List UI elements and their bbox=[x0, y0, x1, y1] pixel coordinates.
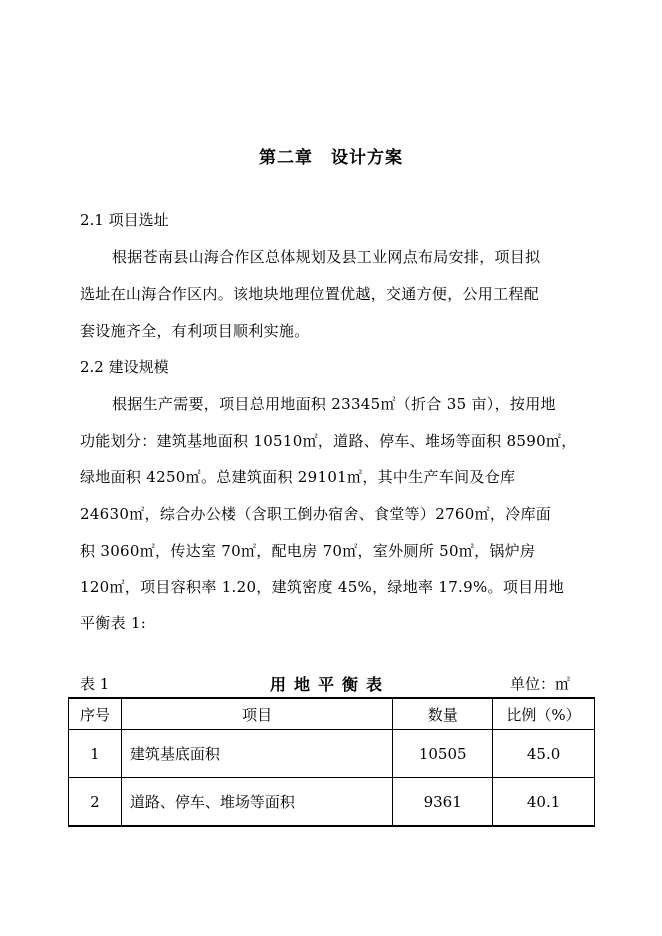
paragraph-line: 选址在山海合作区内。该地块地理位置优越，交通方便，公用工程配 bbox=[80, 285, 540, 303]
cell-ratio: 40.1 bbox=[493, 778, 595, 827]
table-title: 用地平衡表 bbox=[269, 675, 390, 694]
header-cell-ratio: 比例（%） bbox=[493, 698, 595, 730]
table-row bbox=[69, 730, 595, 778]
table-label: 表 1 bbox=[80, 675, 110, 693]
cell-quantity: 10505 bbox=[393, 730, 493, 778]
cell-quantity: 9361 bbox=[393, 778, 493, 827]
header-cell-item: 项目 bbox=[121, 698, 392, 730]
paragraph-line: 功能划分：建筑基地面积 10510㎡，道路、停车、堆场等面积 8590㎡， bbox=[80, 432, 577, 450]
paragraph-line: 套设施齐全，有利项目顺利实施。 bbox=[80, 322, 310, 340]
paragraph-line: 绿地面积 4250㎡。总建筑面积 29101㎡，其中生产车间及仓库 bbox=[80, 468, 516, 486]
header-cell-index: 序号 bbox=[69, 698, 122, 730]
section-heading-2-1: 2.1 项目选址 bbox=[80, 211, 169, 229]
paragraph-line: 24630㎡，综合办公楼（含职工倒办宿舍、食堂等）2760㎡，冷库面 bbox=[80, 505, 552, 523]
chapter-title: 第二章 设计方案 bbox=[259, 148, 403, 168]
paragraph-line: 根据苍南县山海合作区总体规划及县工业网点布局安排，项目拟 bbox=[112, 248, 541, 266]
table-row bbox=[69, 778, 595, 827]
section-heading-2-2: 2.2 建设规模 bbox=[80, 358, 169, 376]
land-balance-table bbox=[68, 697, 595, 827]
table-unit: 单位：㎡ bbox=[510, 675, 571, 693]
cell-index: 1 bbox=[69, 730, 122, 778]
cell-ratio: 45.0 bbox=[493, 730, 595, 778]
paragraph-line: 根据生产需要，项目总用地面积 23345㎡（折合 35 亩），按用地 bbox=[112, 395, 556, 413]
header-cell-quantity: 数量 bbox=[393, 698, 493, 730]
paragraph-line: 120㎡，项目容积率 1.20，建筑密度 45%，绿地率 17.9%。项目用地 bbox=[80, 578, 565, 596]
cell-item: 建筑基底面积 bbox=[121, 730, 392, 778]
cell-item: 道路、停车、堆场等面积 bbox=[121, 778, 392, 827]
cell-index: 2 bbox=[69, 778, 122, 827]
paragraph-line: 积 3060㎡，传达室 70㎡，配电房 70㎡，室外厕所 50㎡，锅炉房 bbox=[80, 542, 536, 560]
paragraph-line: 平衡表 1: bbox=[80, 614, 147, 632]
table-header-row bbox=[69, 698, 595, 730]
